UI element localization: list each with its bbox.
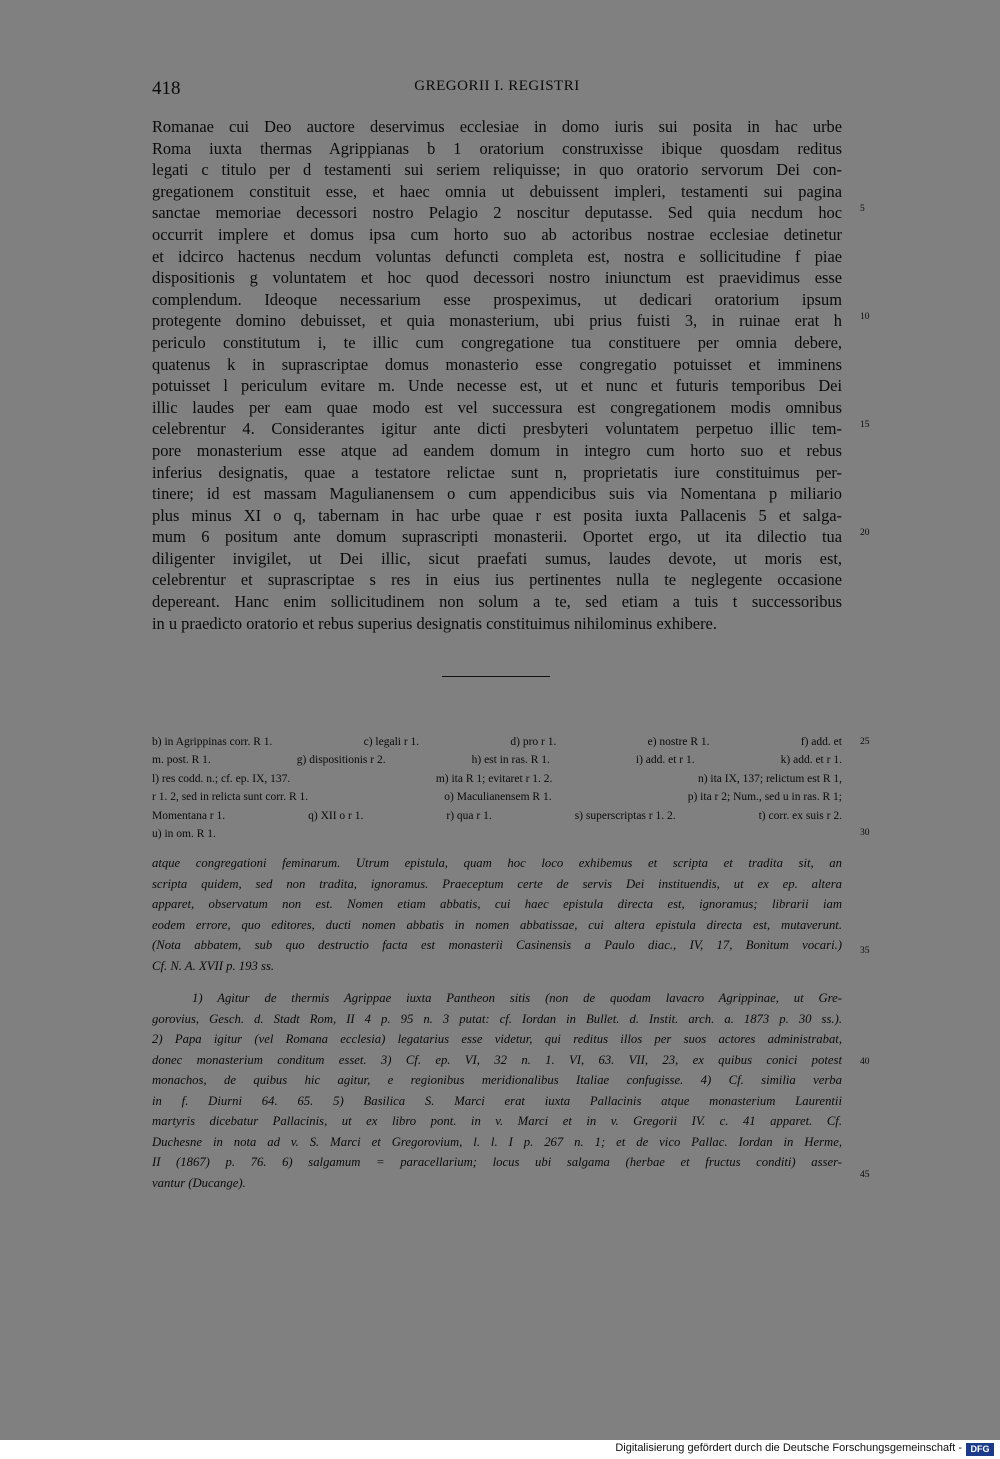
apparatus-entry: m) ita R 1; evitaret r 1. 2. [435, 772, 553, 785]
text-line: in u praedicto oratorio et rebus superius designatis constituimus nihilominus exhibere. [152, 613, 717, 633]
funding-notice: Digitalisierung gefördert durch die Deutsche Forschungsgemeinschaft - [615, 1442, 962, 1454]
text-line: celebrentur et suprascriptae s res in eius ius pertinentes nulla te neglegente occasione [152, 570, 842, 590]
apparatus-entry: Momentana r 1. [152, 809, 226, 822]
apparatus-entry: k) add. et r 1. [780, 754, 842, 767]
apparatus-entry: f) add. et [800, 736, 842, 748]
running-title: GREGORII I. REGISTRI [414, 78, 580, 94]
note-line: donec monasterium conditum esset. 3) Cf. ep. VI, 32 n. 1. VI, 63. VII, 23, ex quibus conici potest [152, 1052, 842, 1067]
apparatus-entry: c) legali r 1. [363, 736, 420, 748]
text-line: periculo constitutum i, te illic cum congregatione tua constituere per omnia debere, [152, 332, 842, 352]
text-line: diligenter invigilet, ut Dei illic, sicut praefati sumus, laudes devote, ut moris est, [152, 548, 842, 568]
apparatus-entry: n) ita IX, 137; relictum est R 1, [697, 772, 842, 785]
note-line: scripta quidem, sed non tradita, ignoramus. Praeceptum certe de servis Dei instituendis, ut ex ep. altera [152, 876, 842, 891]
apparatus-entry: d) pro r 1. [510, 736, 557, 748]
text-line: complendum. Ideoque necessarium esse prospeximus, ut dedicari oratorium ipsum [152, 289, 842, 309]
note-line: II (1867) p. 76. 6) salgamum = paracellarium; locus ubi salgama (herbae et fructus conditi) asser- [152, 1155, 842, 1169]
text-line: et idcirco hactenus necdum voluntas defuncti completa est, nostra e sollicitudine f piae [152, 246, 842, 266]
apparatus-entry: t) corr. ex suis r 2. [758, 809, 842, 822]
note-line: gorovius, Gesch. d. Stadt Rom, II 4 p. 95 n. 3 putat: cf. Iordan in Bullet. d. Instit. arch. a. 1873 p. 30 ss.). [152, 1011, 842, 1026]
apparatus-entry: r) qua r 1. [446, 809, 492, 822]
text-line: celebrentur 4. Considerantes igitur ante dicti presbyteri voluntatem perpetuo illic tem- [152, 419, 842, 439]
line-number: 40 [860, 1057, 870, 1067]
line-number: 5 [860, 204, 865, 214]
line-number: 25 [860, 737, 870, 747]
note-line: Cf. N. A. XVII p. 193 ss. [152, 958, 275, 973]
apparatus-line [152, 770, 842, 788]
apparatus-line [152, 825, 842, 843]
note-line: eodem errore, quo editores, ducti nomen abbatis in nomen abbatissae, cui altera epistula directa est, mutaverunt. [152, 917, 842, 932]
apparatus-entry: u) in om. R 1. [152, 827, 216, 840]
text-line: gregationem constituit esse, et haec omnia ut debuissent impleri, testamenti sui pagina [152, 181, 842, 201]
apparatus-entry: m. post. R 1. [152, 754, 211, 767]
apparatus-entry: o) Maculianensem R 1. [444, 791, 552, 804]
apparatus-line [152, 788, 842, 806]
note-line: 1) Agitur de thermis Agrippae iuxta Pantheon sitis (non de quodam lavacro Agrippinae, ut Gre- [192, 991, 842, 1005]
apparatus-entry: s) superscriptas r 1. 2. [574, 809, 676, 822]
apparatus-entry: e) nostre R 1. [647, 736, 710, 748]
page-number: 418 [152, 78, 181, 99]
text-line: quatenus k in suprascriptae domus monasterio esse congregatio potuisset et imminens [152, 354, 842, 374]
apparatus-entry: b) in Agrippinas corr. R 1. [152, 736, 273, 748]
main-text [152, 116, 842, 634]
note-line: (Nota abbatem, sub quo destructio facta est monasterii Casinensis a Paulo diac., IV, 17, Bonitum vocari.) [152, 938, 842, 952]
text-line: legati c titulo per d testamenti sui seriem reliquisse; in quo oratorio servorum Dei con- [152, 160, 842, 180]
critical-apparatus [152, 733, 842, 843]
apparatus-entry: g) dispositionis r 2. [296, 754, 386, 767]
page-header [152, 78, 842, 102]
text-line: illic laudes per eam quae modo est vel successura est congregationem modis omnibus [152, 397, 842, 417]
apparatus-entry: r 1. 2, sed in relicta sunt corr. R 1. [152, 791, 309, 804]
text-line: dispositionis g voluntatem et hoc quod decessori nostro iniunctum est praevidimus esse [152, 268, 842, 288]
apparatus-entry: p) ita r 2; Num., sed u in ras. R 1; [687, 791, 842, 804]
line-number: 15 [860, 420, 870, 430]
dfg-logo-icon: DFG [966, 1443, 994, 1456]
note-spacer [152, 976, 842, 988]
section-divider [442, 676, 550, 677]
text-line: pore monasterium esse atque ad eandem domum in integro cum horto suo et rebus [152, 440, 842, 460]
text-line: Roma iuxta thermas Agrippianas b 1 oratorium construxisse ibique quosdam reditus [152, 138, 842, 158]
line-number: 45 [860, 1170, 870, 1180]
line-number: 35 [860, 946, 870, 956]
apparatus-entry: h) est in ras. R 1. [471, 754, 550, 767]
text-line: mum 6 positum ante domum suprascripti monasterii. Oportet ergo, ut ita dilectio tua [152, 527, 842, 547]
line-number: 20 [860, 528, 870, 538]
text-line: Romanae cui Deo auctore deservimus ecclesiae in domo iuris sui posita in hac urbe [152, 117, 842, 136]
note-line: 2) Papa igitur (vel Romana ecclesia) legatarius esse videtur, qui reditus illos per suos actores administrabat, [152, 1032, 842, 1046]
text-line: potuisset l periculum evitare m. Unde necesse est, ut et nunc et futuris temporibus Dei [152, 376, 842, 396]
note-line: vantur (Ducange). [152, 1175, 246, 1190]
line-number: 30 [860, 828, 870, 838]
apparatus-line [152, 751, 842, 769]
footnotes [152, 853, 842, 1193]
note-line: atque congregationi feminarum. Utrum epistula, quam hoc loco exhibemus et scripta et tradita sit, an [152, 856, 842, 870]
apparatus-line [152, 807, 842, 825]
footer-bar [0, 1440, 1000, 1459]
note-line: monachos, de quibus hic agitur, e regionibus meridionalibus Italiae confugisse. 4) Cf. similia verba [152, 1073, 842, 1087]
text-line: occurrit implere et domus ipsa cum horto suo ab actoribus nostrae ecclesiae detinetur [152, 224, 842, 244]
note-line: in f. Diurni 64. 65. 5) Basilica S. Marci erat iuxta Pallacinis atque monasterium Laurentii [152, 1093, 842, 1108]
text-line: sanctae memoriae decessori nostro Pelagio 2 noscitur deputasse. Sed quia necdum hoc [152, 203, 842, 223]
text-line: inferius designatis, quae a testatore relictae sunt n, proprietatis iure constituimus per- [152, 462, 842, 482]
note-line: martyris dicebatur Pallacinis, ut ex libro pont. in v. Marci et in v. Gregorii IV. c. 41 apparet. Cf. [152, 1114, 842, 1128]
text-line: plus minus XI o q, tabernam in hac urbe quae r est posita iuxta Pallacenis 5 et salga- [152, 505, 842, 525]
apparatus-entry: l) res codd. n.; cf. ep. IX, 137. [152, 772, 291, 785]
apparatus-entry: i) add. et r 1. [635, 754, 695, 767]
text-line: depereant. Hanc enim sollicitudinem non solum a te, sed etiam a tuis t successoribus [152, 592, 842, 612]
apparatus-line [152, 733, 842, 751]
note-line: apparet, observatum non est. Nomen etiam abbatis, cui haec epistula directa est, ignoramus; librarii iam [152, 897, 842, 911]
note-line: Duchesne in nota ad v. S. Marci et Gregorovium, l. l. I p. 267 n. 1; et de vico Pallac. Iordan in Herme, [152, 1134, 842, 1149]
line-number: 10 [860, 312, 870, 322]
text-line: protegente domino debuisset, et quia monasterium, ubi prius fuisti 3, in ruinae erat h [152, 311, 842, 331]
text-line: tinere; id est massam Magulianensem o cum appendicibus suis via Nomentana p miliario [152, 484, 842, 504]
apparatus-entry: q) XII o r 1. [308, 809, 364, 822]
